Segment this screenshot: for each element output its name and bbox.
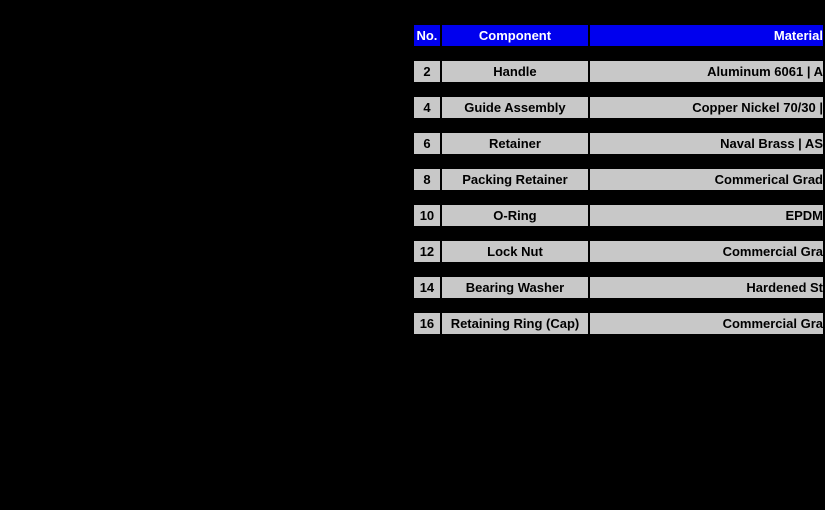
column-header-material: Material: [590, 25, 823, 46]
cell-material: Copper Nickel 70/30 |: [590, 97, 823, 118]
cell-no: 16: [414, 313, 440, 334]
cell-material: Hardened St: [590, 277, 823, 298]
cell-component: Lock Nut: [442, 241, 588, 262]
spacer-row: [414, 301, 823, 310]
cell-no: 4: [414, 97, 440, 118]
parts-list-table: [412, 22, 825, 337]
table-row: [414, 61, 823, 82]
table-header-row: [414, 25, 823, 46]
spacer-row: [414, 193, 823, 202]
cell-material: Naval Brass | AS: [590, 133, 823, 154]
table-row: [414, 277, 823, 298]
column-header-no: No.: [414, 25, 440, 46]
column-header-component: Component: [442, 25, 588, 46]
cell-material: Commercial Gra: [590, 241, 823, 262]
table-row: [414, 169, 823, 190]
spacer-row: [414, 49, 823, 58]
table-row: [414, 133, 823, 154]
table-body: [414, 49, 823, 334]
spacer-row: [414, 265, 823, 274]
spacer-row: [414, 85, 823, 94]
table-row: [414, 241, 823, 262]
cell-no: 14: [414, 277, 440, 298]
cell-component: Handle: [442, 61, 588, 82]
cell-no: 10: [414, 205, 440, 226]
cell-component: Packing Retainer: [442, 169, 588, 190]
cell-component: Bearing Washer: [442, 277, 588, 298]
cell-component: Retaining Ring (Cap): [442, 313, 588, 334]
cell-no: 6: [414, 133, 440, 154]
table-row: [414, 205, 823, 226]
table-row: [414, 97, 823, 118]
table-row: [414, 313, 823, 334]
cell-component: Guide Assembly: [442, 97, 588, 118]
cell-material: EPDM: [590, 205, 823, 226]
spacer-row: [414, 229, 823, 238]
cell-component: O-Ring: [442, 205, 588, 226]
cell-material: Commercial Gra: [590, 313, 823, 334]
cell-material: Commerical Grad: [590, 169, 823, 190]
cell-component: Retainer: [442, 133, 588, 154]
cell-no: 8: [414, 169, 440, 190]
cell-material: Aluminum 6061 | A: [590, 61, 823, 82]
table-header: [414, 25, 823, 46]
spacer-row: [414, 121, 823, 130]
spacer-row: [414, 157, 823, 166]
cell-no: 12: [414, 241, 440, 262]
cell-no: 2: [414, 61, 440, 82]
